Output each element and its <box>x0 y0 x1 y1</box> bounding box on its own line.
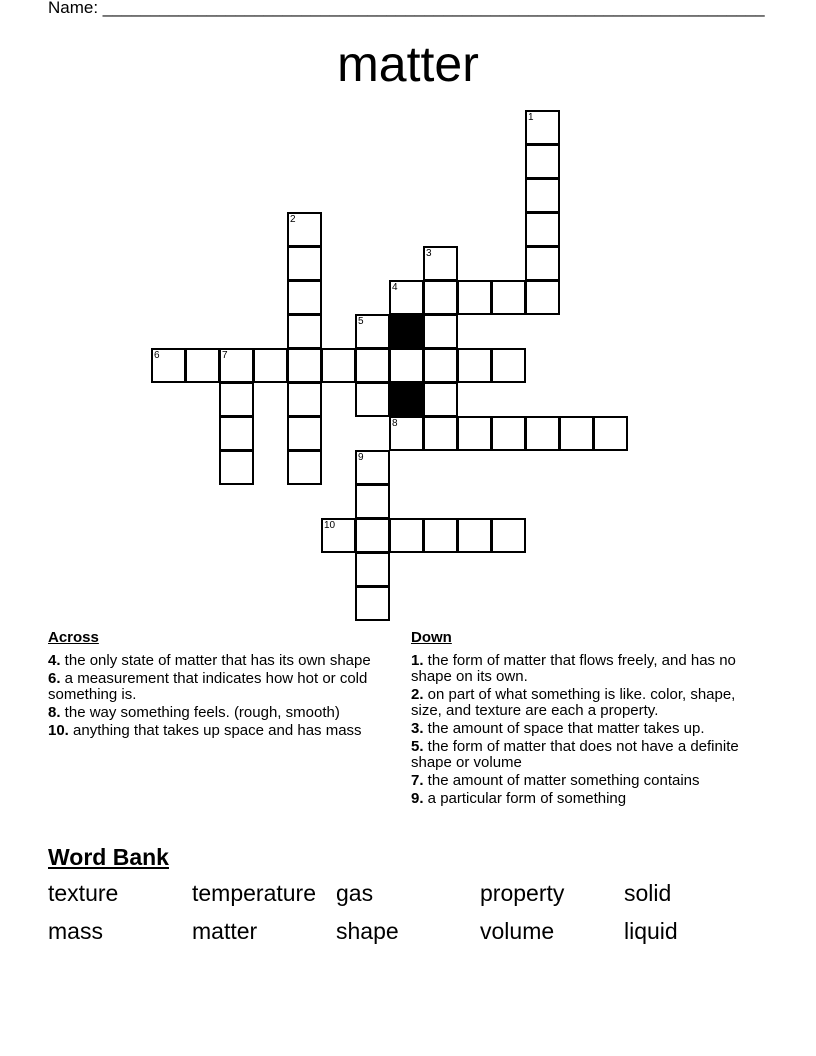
down-clue: 1. the form of matter that flows freely, and has no shape on its own. <box>411 652 736 685</box>
crossword-cell[interactable] <box>423 314 458 349</box>
crossword-cell[interactable] <box>525 416 560 451</box>
crossword-cell[interactable] <box>389 518 424 553</box>
page-title: matter <box>337 36 479 92</box>
word-bank-item: property <box>480 880 565 906</box>
clue-number: 4 <box>392 282 398 293</box>
crossword-cell[interactable] <box>423 416 458 451</box>
crossword-cell[interactable] <box>355 314 390 349</box>
crossword-cell[interactable] <box>287 246 322 281</box>
word-bank <box>48 880 768 956</box>
crossword-cell[interactable] <box>151 348 186 383</box>
crossword-cell[interactable] <box>355 552 390 587</box>
down-clue: 9. a particular form of something <box>411 790 627 807</box>
down-clue: 3. the amount of space that matter takes up. <box>411 720 705 737</box>
clue-number: 3 <box>426 248 432 259</box>
word-bank-item: gas <box>336 880 374 906</box>
crossword-cell[interactable] <box>355 348 390 383</box>
crossword-cell[interactable] <box>321 518 356 553</box>
crossword-cell[interactable] <box>423 348 458 383</box>
clue-number: 2 <box>290 214 296 225</box>
crossword-cell[interactable] <box>525 212 560 247</box>
down-clues <box>411 629 756 809</box>
across-clue: 10. anything that takes up space and has mass <box>48 722 362 739</box>
crossword-cell[interactable] <box>457 348 492 383</box>
crossword-cell[interactable] <box>593 416 628 451</box>
crossword-cell[interactable] <box>355 586 390 621</box>
crossword-cell[interactable] <box>559 416 594 451</box>
crossword-cell[interactable] <box>287 280 322 315</box>
clue-number: 10 <box>324 520 336 531</box>
crossword-cell[interactable] <box>389 280 424 315</box>
clue-number: 8 <box>392 418 398 429</box>
down-clue: 7. the amount of matter something contains <box>411 772 700 789</box>
word-bank-item: temperature <box>192 880 317 906</box>
across-clue: 8. the way something feels. (rough, smooth) <box>48 704 340 721</box>
crossword-cell[interactable] <box>287 348 322 383</box>
across-heading: Across <box>48 629 99 646</box>
word-bank-heading: Word Bank <box>48 844 169 870</box>
crossword-cell[interactable] <box>389 416 424 451</box>
crossword-cell[interactable] <box>525 246 560 281</box>
crossword-cell[interactable] <box>389 348 424 383</box>
crossword-cell[interactable] <box>185 348 220 383</box>
clue-number: 9 <box>358 452 364 463</box>
crossword-cell[interactable] <box>525 110 560 145</box>
word-bank-item: shape <box>336 918 399 944</box>
crossword-cell[interactable] <box>491 416 526 451</box>
crossword-cell[interactable] <box>423 280 458 315</box>
crossword-cell[interactable] <box>321 348 356 383</box>
crossword-cell[interactable] <box>355 450 390 485</box>
down-clue: 2. on part of what something is like. color, shape, size, and texture are each a property. <box>411 686 736 719</box>
crossword-cell[interactable] <box>525 144 560 179</box>
across-clue: 6. a measurement that indicates how hot or cold something is. <box>48 670 368 703</box>
across-clues <box>48 629 393 741</box>
word-bank-item: liquid <box>624 918 678 944</box>
crossword-cell[interactable] <box>287 416 322 451</box>
crossword-cell[interactable] <box>457 416 492 451</box>
crossword-cell[interactable] <box>355 484 390 519</box>
crossword-cell[interactable] <box>491 348 526 383</box>
crossword-cell[interactable] <box>457 280 492 315</box>
crossword-cell[interactable] <box>355 382 390 417</box>
crossword-cell[interactable] <box>423 518 458 553</box>
crossword-cell[interactable] <box>355 518 390 553</box>
crossword-cell[interactable] <box>423 382 458 417</box>
down-heading: Down <box>411 629 452 646</box>
word-bank-item: texture <box>48 880 119 906</box>
crossword-cell[interactable] <box>457 518 492 553</box>
crossword-cell[interactable] <box>287 382 322 417</box>
word-bank-item: mass <box>48 918 103 944</box>
black-square <box>389 314 424 349</box>
crossword-cell[interactable] <box>525 178 560 213</box>
black-square <box>389 382 424 417</box>
across-clue: 4. the only state of matter that has its own shape <box>48 652 371 669</box>
clue-number: 1 <box>528 112 534 123</box>
clue-number: 5 <box>358 316 364 327</box>
word-bank-item: volume <box>480 918 555 944</box>
crossword-cell[interactable] <box>219 450 254 485</box>
crossword-cell[interactable] <box>491 280 526 315</box>
crossword-cell[interactable] <box>219 382 254 417</box>
word-bank-item: solid <box>624 880 672 906</box>
crossword-cell[interactable] <box>287 212 322 247</box>
clue-number: 6 <box>154 350 160 361</box>
down-clue: 5. the form of matter that does not have a definite shape or volume <box>411 738 739 771</box>
crossword-cell[interactable] <box>253 348 288 383</box>
crossword-cell[interactable] <box>287 314 322 349</box>
crossword-cell[interactable] <box>219 348 254 383</box>
crossword-cell[interactable] <box>525 280 560 315</box>
crossword-cell[interactable] <box>287 450 322 485</box>
crossword-cell[interactable] <box>423 246 458 281</box>
name-field-line: Name: ______________________________________________________________________ <box>48 0 765 17</box>
crossword-cell[interactable] <box>491 518 526 553</box>
crossword-cell[interactable] <box>219 416 254 451</box>
word-bank-item: matter <box>192 918 258 944</box>
clue-number: 7 <box>222 350 228 361</box>
